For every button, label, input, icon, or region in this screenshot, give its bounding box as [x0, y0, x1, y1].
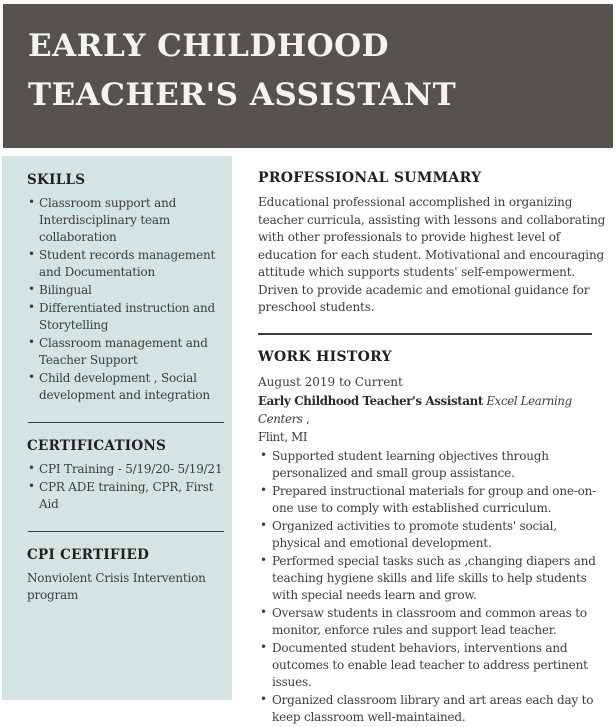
employment-dates: August 2019 to Current — [258, 374, 403, 389]
skills-item: • Classroom management and Teacher Support — [27, 335, 228, 369]
certification-item: • CPR ADE training, CPR, First Aid — [27, 479, 228, 513]
sidebar-divider — [28, 422, 224, 423]
main-divider — [258, 333, 592, 335]
resume-title — [28, 22, 593, 120]
main-column — [258, 156, 606, 727]
work-history-item: • Organized activities to promote students' social, physical and emotional development. — [258, 518, 606, 552]
work-history-item: • Performed special tasks such as ,changing diapers and teaching hygiene skills and life skills to help students with special needs learn and grow. — [258, 553, 606, 604]
work-history-heading: WORK HISTORY — [258, 348, 392, 365]
work-history-item: • Prepared instructional materials for group and one-on-one use to comply with established curriculum. — [258, 483, 606, 517]
certifications-list — [27, 461, 228, 513]
work-history-item: • Documented student behaviors, interventions and outcomes to enable lead teacher to address pertinent issues. — [258, 640, 606, 691]
job-title-line — [258, 392, 606, 446]
cpi-certified-text: Nonviolent Crisis Intervention program — [27, 571, 206, 602]
skills-item: • Student records management and Documentation — [27, 247, 228, 281]
job-title: Early Childhood Teacher's Assistant — [258, 393, 483, 408]
title-line-2: TEACHER'S ASSISTANT — [28, 77, 457, 113]
work-history-item: • Organized classroom library and art areas each day to keep classroom well-maintained. — [258, 692, 606, 726]
employer-name: Excel Learning Centers — [258, 393, 572, 426]
professional-summary-heading: PROFESSIONAL SUMMARY — [258, 170, 482, 186]
job-location: Flint, MI — [258, 429, 308, 444]
certification-item: • CPI Training - 5/19/20- 5/19/21 — [27, 461, 228, 478]
skills-item: • Classroom support and Interdisciplinary team collaboration — [27, 195, 228, 246]
work-history-item: • Supported student learning objectives through personalized and small group assistance. — [258, 448, 606, 482]
work-history-list — [258, 448, 606, 726]
cpi-certified-heading: CPI CERTIFIED — [27, 547, 150, 563]
resume-header — [3, 4, 613, 148]
skills-item: • Child development , Social development and integration — [27, 370, 228, 404]
skills-item: • Bilingual — [27, 282, 228, 299]
title-line-1: EARLY CHILDHOOD — [28, 28, 390, 64]
skills-list — [27, 195, 228, 404]
skills-heading: SKILLS — [27, 172, 86, 188]
certifications-heading: CERTIFICATIONS — [27, 438, 167, 454]
sidebar-divider — [28, 531, 224, 532]
sidebar — [2, 156, 232, 700]
employer-comma: , — [302, 411, 310, 426]
skills-item: • Differentiated instruction and Storytelling — [27, 300, 228, 334]
work-history-item: • Oversaw students in classroom and common areas to monitor, enforce rules and support lead teacher. — [258, 605, 606, 639]
professional-summary-text: Educational professional accomplished in organizing teacher curricula, assisting with lessons and collaborating with other professionals to provide highest level of education for each student. Motivational and encouraging attitude which supports students' self-empowerment. Driven to provide academic and emotional guidance for preschool students. — [258, 195, 606, 314]
